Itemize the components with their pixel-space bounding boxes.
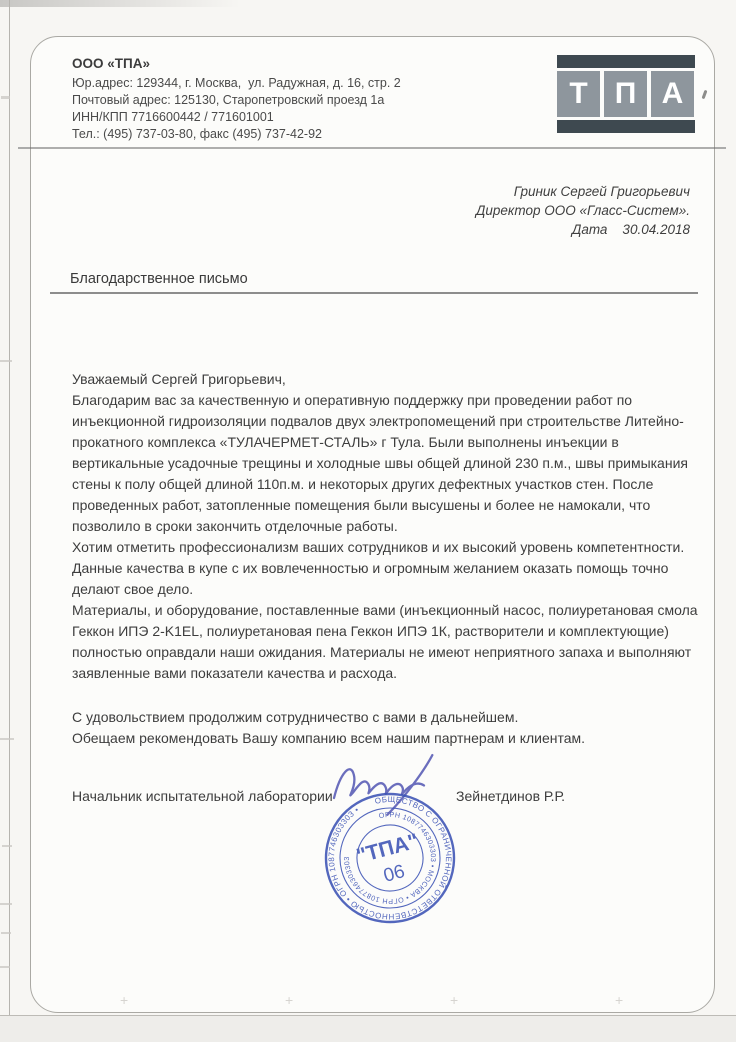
closing-line: С удовольствием продолжим сотрудничество с вами в дальнейшем. bbox=[72, 709, 519, 725]
body-line: Материалы, и оборудование, поставленные вами (инъекционный насос, полиуретановая смола bbox=[72, 602, 698, 618]
scan-artifact bbox=[1, 96, 10, 99]
logo-letter-a: А bbox=[651, 71, 694, 117]
body-line: Благодарим вас за качественную и оперативную поддержку при проведении работ по bbox=[72, 392, 633, 408]
body-line: делают свое дело. bbox=[72, 581, 194, 597]
scan-artifact bbox=[2, 845, 12, 847]
header-separator-line bbox=[18, 147, 726, 149]
inn-kpp: ИНН/КПП 7716600442 / 771601001 bbox=[72, 110, 274, 124]
tpa-logo bbox=[557, 55, 695, 133]
body-line: инъекционной гидроизоляции подвалов двух электропомещений при строительстве Литейно- bbox=[72, 413, 684, 429]
addressee-name: Гриник Сергей Григорьевич bbox=[513, 184, 690, 199]
scan-artifact bbox=[0, 903, 12, 905]
company-header bbox=[72, 56, 401, 143]
logo-bottom-bar bbox=[557, 120, 695, 133]
scan-artifact: + bbox=[615, 992, 624, 1008]
body-line: позволило в сроки закончить отделочные работы. bbox=[72, 518, 398, 534]
title-underline bbox=[50, 292, 698, 294]
stamp-outer-ring-text: ОБЩЕСТВО С ОГРАНИЧЕННОЙ ОТВЕТСТВЕННОСТЬЮ • ОГРН 1087746303303 • bbox=[326, 794, 454, 922]
body-line: стены к полу общей длиной 110п.м. и некоторых других дефектных участков стен. После bbox=[72, 476, 654, 492]
company-name: ООО «ТПА» bbox=[72, 56, 150, 71]
letter-closing bbox=[72, 707, 712, 749]
letter-body bbox=[72, 369, 712, 684]
scan-artifact: + bbox=[120, 992, 129, 1008]
stamp-inner-ring-text: ОГРН 1087746303303 • МОСКВА • ОГРН 1087746303303 bbox=[341, 809, 439, 907]
legal-address: Юр.адрес: 129344, г. Москва, ул. Радужная, д. 16, стр. 2 bbox=[72, 76, 401, 90]
body-line: Уважаемый Сергей Григорьевич, bbox=[72, 371, 286, 387]
body-line: полностью оправдали наши ожидания. Материалы не имеют неприятного запаха и выполняют bbox=[72, 644, 692, 660]
logo-letter-row bbox=[557, 71, 695, 117]
logo-top-bar bbox=[557, 55, 695, 68]
scan-artifact bbox=[0, 360, 12, 362]
letter-title: Благодарственное письмо bbox=[70, 271, 248, 287]
scan-edge-shading bbox=[0, 0, 240, 7]
addressee-block bbox=[340, 182, 690, 239]
closing-line: Обещаем рекомендовать Вашу компанию всем нашим партнерам и клиентам. bbox=[72, 730, 586, 746]
scan-artifact: + bbox=[450, 992, 459, 1008]
phone-fax: Тел.: (495) 737-03-80, факс (495) 737-42-92 bbox=[72, 127, 322, 141]
scan-edge-line-left bbox=[9, 0, 10, 1042]
letter-date: Дата 30.04.2018 bbox=[571, 222, 690, 237]
body-line: Данные качества в купе с их вовлеченностью и огромным желанием оказать помощь точно bbox=[72, 560, 669, 576]
body-line: Геккон ИПЭ 2-K1EL, полиуретановая пена Геккон ИПЭ 1К, растворители и комплектующие) bbox=[72, 623, 669, 639]
body-line: вертикальные усадочные трещины и холодные швы общей длиной 230 п.м., швы примыкания bbox=[72, 455, 688, 471]
logo-letter-p: П bbox=[604, 71, 647, 117]
postal-address: Почтовый адрес: 125130, Старопетровский проезд 1а bbox=[72, 93, 385, 107]
logo-letter-t: Т bbox=[557, 71, 600, 117]
scan-artifact bbox=[0, 738, 14, 740]
body-line: прокатного комплекса «ТУЛАЧЕРМЕТ-СТАЛЬ» г Тула. Были выполнены инъекции в bbox=[72, 434, 619, 450]
stamp-center-number: 06 bbox=[381, 861, 408, 887]
body-line: Хотим отметить профессионализм ваших сотрудников и их высокий уровень компетентности. bbox=[72, 539, 685, 555]
addressee-position: Директор ООО «Гласс-Систем». bbox=[475, 203, 690, 218]
signer-position: Начальник испытательной лаборатории bbox=[72, 788, 333, 804]
scan-artifact bbox=[1, 932, 11, 934]
body-line: проведенных работ, затопленные помещения были высушены и более не намокали, что bbox=[72, 497, 651, 513]
scan-artifact bbox=[0, 966, 10, 968]
scan-bottom-strip bbox=[0, 1016, 736, 1042]
scan-artifact: + bbox=[285, 992, 294, 1008]
body-line: заявленные вами показатели качества и расхода. bbox=[72, 665, 398, 681]
stamp-center-text: "ТПА" bbox=[354, 829, 421, 869]
company-stamp bbox=[320, 788, 460, 928]
signer-name: Зейнетдинов Р.Р. bbox=[456, 788, 566, 804]
